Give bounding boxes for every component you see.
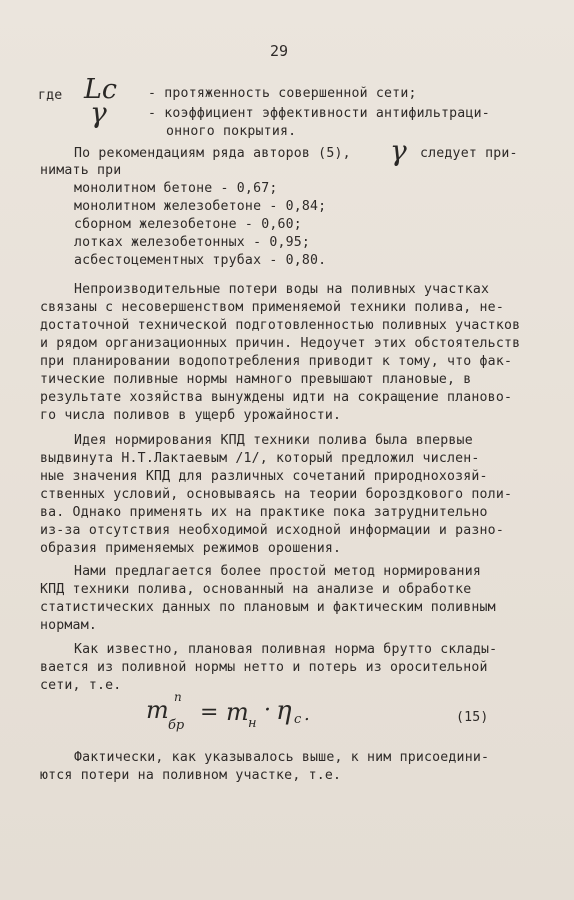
paragraph-4-line: вается из поливной нормы нетто и потерь из оросительной (40, 660, 488, 675)
formula-superscript: п (174, 690, 182, 704)
recommend-line-1a: По рекомендациям ряда авторов (5), (74, 146, 351, 161)
material-item: монолитном железобетоне - 0,84; (74, 199, 327, 214)
formula-equals: = (200, 700, 219, 725)
definition-1: - протяженность совершенной сети; (148, 86, 417, 101)
material-item: асбестоцементных трубах - 0,80. (74, 253, 327, 268)
paragraph-3-line: КПД техники полива, основанный на анализе и обработке (40, 582, 472, 597)
paragraph-1-line: тические поливные нормы намного превышают плановые, в (40, 372, 472, 387)
formula-period: . (304, 704, 310, 725)
paragraph-1-line: го числа поливов в ущерб урожайности. (40, 408, 342, 423)
definition-2b: онного покрытия. (166, 124, 297, 139)
formula-subscript-br: бр (168, 718, 185, 733)
recommend-line-2: нимать при (40, 163, 122, 178)
paragraph-4-line: Как известно, плановая поливная норма брутто склады- (74, 642, 498, 657)
paragraph-1-line: связаны с несовершенством применяемой техники полива, не- (40, 300, 504, 315)
paragraph-2-line: ственных условий, основываясь на теории бороздкового поли- (40, 487, 513, 502)
formula-m-letter: m (146, 696, 169, 724)
formula-m-letter-2: m (226, 698, 249, 726)
handwritten-symbol-gamma-2: γ (390, 134, 407, 167)
paragraph-1-line: результате хозяйства вынуждены идти на сокращение планово- (40, 390, 513, 405)
paragraph-5-line: ются потери на поливном участке, т.е. (40, 768, 342, 783)
formula-dot: · (264, 698, 271, 723)
paragraph-3-line: Нами предлагается более простой метод нормирования (74, 564, 481, 579)
paragraph-3-line: статистических данных по плановым и фактическим поливным (40, 600, 496, 615)
paragraph-1-line: Непроизводительные потери воды на поливных участках (74, 282, 490, 297)
paragraph-3-line: нормам. (40, 618, 97, 633)
formula-eta: η (276, 696, 292, 726)
paragraph-2-line: выдвинута Н.Т.Лактаевым /1/, который предложил числен- (40, 451, 480, 466)
paragraph-2-line: ные значения КПД для различных сочетаний природнохозяй- (40, 469, 488, 484)
material-item: монолитном бетоне - 0,67; (74, 181, 278, 196)
paragraph-1-line: и рядом организационных причин. Недоучет этих обстоятельств (40, 336, 521, 351)
paragraph-5-line: Фактически, как указывалось выше, к ним присоедини- (74, 750, 490, 765)
paragraph-1-line: при планировании водопотребления приводит к тому, что фак- (40, 354, 513, 369)
where-word: где (38, 88, 63, 103)
definition-2a: - коэффициент эффективности антифильтраци- (148, 106, 490, 121)
material-item: лотках железобетонных - 0,95; (74, 235, 311, 250)
formula-subscript-c: с (294, 712, 302, 727)
paragraph-4-line: сети, т.е. (40, 678, 122, 693)
formula-number: (15) (456, 710, 489, 725)
handwritten-symbol-gamma: γ (90, 96, 107, 129)
paragraph-2-line: из-за отсутствия необходимой исходной информации и разно- (40, 523, 504, 538)
page-number: 29 (270, 42, 289, 60)
recommend-line-1b: следует при- (420, 146, 518, 161)
paragraph-1-line: достаточной технической подготовленностью поливных участков (40, 318, 521, 333)
material-item: сборном железобетоне - 0,60; (74, 217, 302, 232)
handwritten-symbol-lc: Lс (84, 74, 118, 105)
paragraph-2-line: образия применяемых режимов орошения. (40, 541, 342, 556)
paragraph-2-line: Идея нормирования КПД техники полива была впервые (74, 433, 473, 448)
formula-subscript-n: н (248, 716, 257, 731)
paragraph-2-line: ва. Однако применять их на практике пока затруднительно (40, 505, 488, 520)
